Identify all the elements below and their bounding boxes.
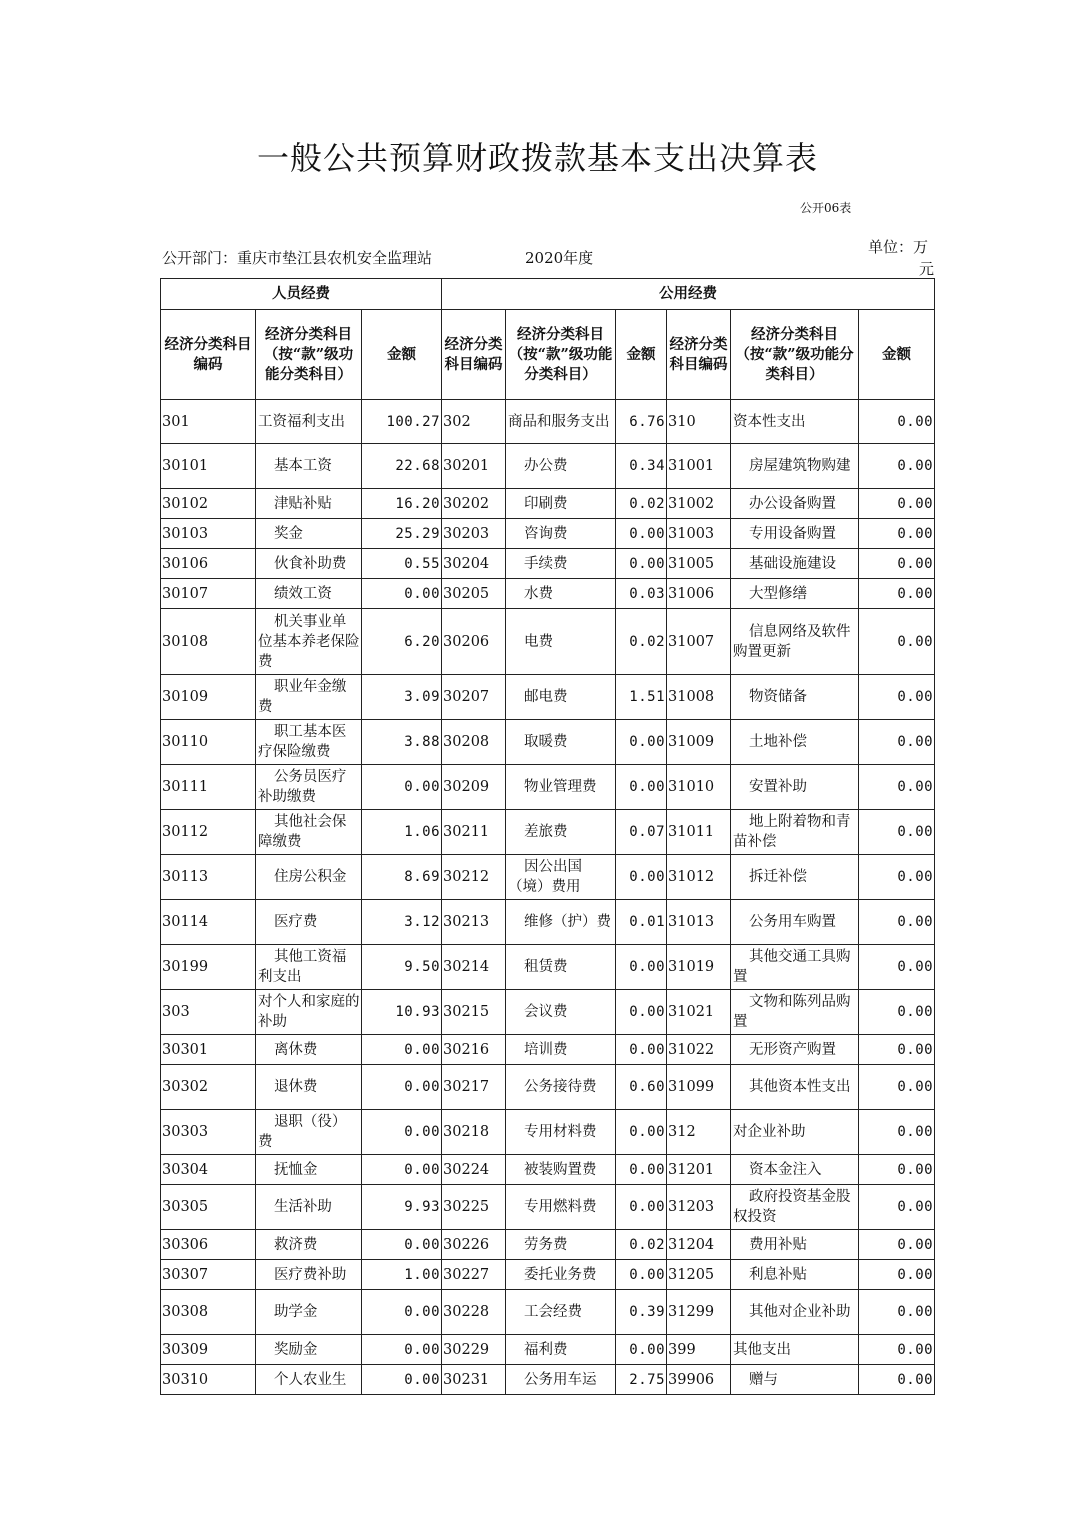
code-cell: 30227	[442, 1260, 506, 1290]
name-cell: 奖励金	[256, 1335, 362, 1365]
amount-cell: 0.00	[616, 1260, 667, 1290]
amount-cell: 0.00	[859, 609, 935, 675]
name-cell: 办公费	[506, 444, 616, 489]
amount-cell: 0.00	[362, 1230, 442, 1260]
code-cell: 30301	[161, 1035, 256, 1065]
amount-cell: 0.00	[616, 1185, 667, 1230]
amount-cell: 3.12	[362, 900, 442, 945]
name-cell: 因公出国（境）费用	[506, 855, 616, 900]
amount-cell: 0.01	[616, 900, 667, 945]
code-cell: 31002	[667, 489, 731, 519]
name-cell: 其他对企业补助	[731, 1290, 859, 1335]
name-cell: 津贴补贴	[256, 489, 362, 519]
amount-cell: 0.00	[859, 945, 935, 990]
amount-cell: 0.34	[616, 444, 667, 489]
amount-cell: 6.76	[616, 400, 667, 444]
amount-cell: 0.55	[362, 549, 442, 579]
code-cell: 30303	[161, 1110, 256, 1155]
name-cell: 绩效工资	[256, 579, 362, 609]
code-cell: 30202	[442, 489, 506, 519]
code-cell: 30218	[442, 1110, 506, 1155]
header-code-1: 经济分类科目编码	[161, 310, 256, 400]
code-cell: 31019	[667, 945, 731, 990]
code-cell: 31011	[667, 810, 731, 855]
name-cell: 伙食补助费	[256, 549, 362, 579]
amount-cell: 0.00	[616, 990, 667, 1035]
name-cell: 商品和服务支出	[506, 400, 616, 444]
name-cell: 机关事业单位基本养老保险费	[256, 609, 362, 675]
amount-cell: 0.60	[616, 1065, 667, 1110]
name-cell: 对个人和家庭的补助	[256, 990, 362, 1035]
table-row	[161, 1365, 935, 1395]
name-cell: 物资储备	[731, 675, 859, 720]
name-cell: 其他资本性支出	[731, 1065, 859, 1110]
amount-cell: 0.00	[859, 444, 935, 489]
name-cell: 无形资产购置	[731, 1035, 859, 1065]
name-cell: 公务员医疗补助缴费	[256, 765, 362, 810]
code-cell: 30106	[161, 549, 256, 579]
name-cell: 职业年金缴费	[256, 675, 362, 720]
name-cell: 费用补贴	[731, 1230, 859, 1260]
header-code-3: 经济分类科目编码	[667, 310, 731, 400]
table-row	[161, 855, 935, 900]
amount-cell: 0.00	[616, 945, 667, 990]
code-cell: 30212	[442, 855, 506, 900]
table-row	[161, 945, 935, 990]
name-cell: 劳务费	[506, 1230, 616, 1260]
page-title: 一般公共预算财政拨款基本支出决算表	[256, 139, 818, 177]
header-amount-2: 金额	[616, 310, 667, 400]
code-cell: 30204	[442, 549, 506, 579]
name-cell: 工会经费	[506, 1290, 616, 1335]
amount-cell: 0.00	[859, 1110, 935, 1155]
code-cell: 31001	[667, 444, 731, 489]
code-cell: 30213	[442, 900, 506, 945]
code-cell: 30214	[442, 945, 506, 990]
table-row	[161, 1110, 935, 1155]
unit-line-1: 单位：万	[868, 238, 929, 256]
name-cell: 退职（役）费	[256, 1110, 362, 1155]
name-cell: 电费	[506, 609, 616, 675]
code-cell: 31099	[667, 1065, 731, 1110]
code-cell: 31010	[667, 765, 731, 810]
amount-cell: 0.00	[859, 549, 935, 579]
name-cell: 文物和陈列品购置	[731, 990, 859, 1035]
amount-cell: 0.00	[859, 1335, 935, 1365]
amount-cell: 10.93	[362, 990, 442, 1035]
code-cell: 30307	[161, 1260, 256, 1290]
code-cell: 31012	[667, 855, 731, 900]
amount-cell: 0.00	[362, 1155, 442, 1185]
amount-cell: 100.27	[362, 400, 442, 444]
name-cell: 安置补助	[731, 765, 859, 810]
amount-cell: 0.00	[859, 1365, 935, 1395]
name-cell: 利息补贴	[731, 1260, 859, 1290]
code-cell: 31005	[667, 549, 731, 579]
code-cell: 39906	[667, 1365, 731, 1395]
amount-cell: 0.00	[362, 1065, 442, 1110]
table-row	[161, 489, 935, 519]
amount-cell: 0.00	[362, 1035, 442, 1065]
code-cell: 30211	[442, 810, 506, 855]
table-row	[161, 1335, 935, 1365]
code-cell: 31013	[667, 900, 731, 945]
name-cell: 退休费	[256, 1065, 362, 1110]
amount-cell: 0.00	[616, 1155, 667, 1185]
code-cell: 30101	[161, 444, 256, 489]
amount-cell: 0.00	[362, 1365, 442, 1395]
code-cell: 30112	[161, 810, 256, 855]
name-cell: 房屋建筑物购建	[731, 444, 859, 489]
name-cell: 抚恤金	[256, 1155, 362, 1185]
code-cell: 30102	[161, 489, 256, 519]
table-row	[161, 549, 935, 579]
amount-cell: 0.00	[859, 1260, 935, 1290]
amount-cell: 0.02	[616, 489, 667, 519]
code-cell: 30114	[161, 900, 256, 945]
code-cell: 30205	[442, 579, 506, 609]
amount-cell: 2.75	[616, 1365, 667, 1395]
amount-cell: 0.00	[616, 519, 667, 549]
table-row	[161, 1230, 935, 1260]
amount-cell: 1.00	[362, 1260, 442, 1290]
name-cell: 培训费	[506, 1035, 616, 1065]
code-cell: 30113	[161, 855, 256, 900]
amount-cell: 9.93	[362, 1185, 442, 1230]
amount-cell: 16.20	[362, 489, 442, 519]
name-cell: 生活补助	[256, 1185, 362, 1230]
table-row	[161, 1035, 935, 1065]
name-cell: 基本工资	[256, 444, 362, 489]
name-cell: 拆迁补偿	[731, 855, 859, 900]
name-cell: 办公设备购置	[731, 489, 859, 519]
name-cell: 维修（护）费	[506, 900, 616, 945]
amount-cell: 0.00	[616, 1335, 667, 1365]
code-cell: 30216	[442, 1035, 506, 1065]
name-cell: 专用材料费	[506, 1110, 616, 1155]
code-cell: 31022	[667, 1035, 731, 1065]
name-cell: 基础设施建设	[731, 549, 859, 579]
name-cell: 对企业补助	[731, 1110, 859, 1155]
amount-cell: 0.00	[362, 1335, 442, 1365]
amount-cell: 3.88	[362, 720, 442, 765]
department-label: 公开部门：重庆市垫江县农机安全监理站	[162, 249, 433, 267]
amount-cell: 0.00	[859, 855, 935, 900]
table-row	[161, 990, 935, 1035]
table-row	[161, 444, 935, 489]
amount-cell: 0.00	[859, 400, 935, 444]
name-cell: 工资福利支出	[256, 400, 362, 444]
amount-cell: 0.00	[859, 1065, 935, 1110]
table-row	[161, 400, 935, 444]
table-body	[161, 400, 935, 1395]
code-cell: 30304	[161, 1155, 256, 1185]
table-row	[161, 1260, 935, 1290]
name-cell: 地上附着物和青苗补偿	[731, 810, 859, 855]
name-cell: 个人农业生	[256, 1365, 362, 1395]
name-cell: 其他支出	[731, 1335, 859, 1365]
code-cell: 30231	[442, 1365, 506, 1395]
amount-cell: 0.00	[859, 900, 935, 945]
code-cell: 30302	[161, 1065, 256, 1110]
code-cell: 31003	[667, 519, 731, 549]
code-cell: 30229	[442, 1335, 506, 1365]
amount-cell: 1.51	[616, 675, 667, 720]
code-cell: 303	[161, 990, 256, 1035]
group-header-public: 公用经费	[442, 279, 935, 310]
amount-cell: 0.00	[362, 1110, 442, 1155]
name-cell: 专用设备购置	[731, 519, 859, 549]
amount-cell: 0.00	[859, 1155, 935, 1185]
amount-cell: 0.00	[859, 720, 935, 765]
name-cell: 手续费	[506, 549, 616, 579]
table-row	[161, 609, 935, 675]
amount-cell: 0.39	[616, 1290, 667, 1335]
name-cell: 租赁费	[506, 945, 616, 990]
table-row	[161, 900, 935, 945]
code-cell: 31009	[667, 720, 731, 765]
code-cell: 30226	[442, 1230, 506, 1260]
code-cell: 30108	[161, 609, 256, 675]
header-name-3: 经济分类科目（按“款”级功能分类科目）	[731, 310, 859, 400]
code-cell: 30306	[161, 1230, 256, 1260]
code-cell: 31006	[667, 579, 731, 609]
table-row	[161, 1155, 935, 1185]
amount-cell: 0.07	[616, 810, 667, 855]
group-header-personnel: 人员经费	[161, 279, 442, 310]
amount-cell: 0.00	[859, 675, 935, 720]
code-cell: 30201	[442, 444, 506, 489]
name-cell: 公务用车运	[506, 1365, 616, 1395]
amount-cell: 25.29	[362, 519, 442, 549]
table-row	[161, 1290, 935, 1335]
name-cell: 公务接待费	[506, 1065, 616, 1110]
name-cell: 其他社会保障缴费	[256, 810, 362, 855]
amount-cell: 0.00	[859, 519, 935, 549]
amount-cell: 0.00	[859, 1230, 935, 1260]
table-row	[161, 765, 935, 810]
fiscal-year: 2020年度	[525, 249, 594, 267]
name-cell: 赠与	[731, 1365, 859, 1395]
code-cell: 302	[442, 400, 506, 444]
code-cell: 30103	[161, 519, 256, 549]
code-cell: 30109	[161, 675, 256, 720]
name-cell: 其他交通工具购置	[731, 945, 859, 990]
name-cell: 救济费	[256, 1230, 362, 1260]
amount-cell: 8.69	[362, 855, 442, 900]
header-name-2: 经济分类科目（按“款”级功能分类科目）	[506, 310, 616, 400]
amount-cell: 0.00	[362, 579, 442, 609]
code-cell: 399	[667, 1335, 731, 1365]
amount-cell: 6.20	[362, 609, 442, 675]
code-cell: 30209	[442, 765, 506, 810]
table-row	[161, 720, 935, 765]
unit-label	[868, 236, 934, 280]
amount-cell: 0.00	[859, 765, 935, 810]
amount-cell: 0.00	[616, 720, 667, 765]
code-cell: 31205	[667, 1260, 731, 1290]
code-cell: 30309	[161, 1335, 256, 1365]
name-cell: 土地补偿	[731, 720, 859, 765]
code-cell: 30215	[442, 990, 506, 1035]
code-cell: 30308	[161, 1290, 256, 1335]
name-cell: 其他工资福利支出	[256, 945, 362, 990]
table-row	[161, 675, 935, 720]
name-cell: 公务用车购置	[731, 900, 859, 945]
name-cell: 物业管理费	[506, 765, 616, 810]
name-cell: 资本金注入	[731, 1155, 859, 1185]
amount-cell: 0.00	[616, 1035, 667, 1065]
amount-cell: 0.00	[616, 549, 667, 579]
form-number: 公开06表	[800, 201, 852, 215]
name-cell: 邮电费	[506, 675, 616, 720]
code-cell: 30203	[442, 519, 506, 549]
code-cell: 310	[667, 400, 731, 444]
table-row	[161, 810, 935, 855]
name-cell: 委托业务费	[506, 1260, 616, 1290]
header-amount-3: 金额	[859, 310, 935, 400]
column-header-row	[161, 310, 935, 400]
code-cell: 30110	[161, 720, 256, 765]
code-cell: 31021	[667, 990, 731, 1035]
name-cell: 大型修缮	[731, 579, 859, 609]
amount-cell: 0.00	[859, 1035, 935, 1065]
amount-cell: 0.00	[362, 1290, 442, 1335]
code-cell: 301	[161, 400, 256, 444]
amount-cell: 0.03	[616, 579, 667, 609]
table-row	[161, 579, 935, 609]
name-cell: 信息网络及软件购置更新	[731, 609, 859, 675]
name-cell: 差旅费	[506, 810, 616, 855]
amount-cell: 0.00	[616, 765, 667, 810]
code-cell: 30224	[442, 1155, 506, 1185]
name-cell: 印刷费	[506, 489, 616, 519]
code-cell: 30225	[442, 1185, 506, 1230]
code-cell: 30310	[161, 1365, 256, 1395]
amount-cell: 0.00	[859, 579, 935, 609]
code-cell: 30305	[161, 1185, 256, 1230]
amount-cell: 0.02	[616, 609, 667, 675]
table-row	[161, 1185, 935, 1230]
amount-cell: 0.00	[616, 1110, 667, 1155]
amount-cell: 0.00	[859, 990, 935, 1035]
name-cell: 资本性支出	[731, 400, 859, 444]
unit-line-2: 元	[918, 260, 934, 278]
code-cell: 30111	[161, 765, 256, 810]
amount-cell: 0.00	[859, 489, 935, 519]
name-cell: 取暖费	[506, 720, 616, 765]
table-row	[161, 519, 935, 549]
code-cell: 31008	[667, 675, 731, 720]
name-cell: 会议费	[506, 990, 616, 1035]
header-amount-1: 金额	[362, 310, 442, 400]
group-header-row	[161, 279, 935, 310]
code-cell: 30217	[442, 1065, 506, 1110]
amount-cell: 0.00	[859, 810, 935, 855]
code-cell: 312	[667, 1110, 731, 1155]
code-cell: 30208	[442, 720, 506, 765]
name-cell: 专用燃料费	[506, 1185, 616, 1230]
table-row	[161, 1065, 935, 1110]
amount-cell: 1.06	[362, 810, 442, 855]
expenditure-table	[160, 278, 935, 1395]
code-cell: 31299	[667, 1290, 731, 1335]
header-code-2: 经济分类科目编码	[442, 310, 506, 400]
name-cell: 被装购置费	[506, 1155, 616, 1185]
code-cell: 31203	[667, 1185, 731, 1230]
amount-cell: 3.09	[362, 675, 442, 720]
name-cell: 职工基本医疗保险缴费	[256, 720, 362, 765]
code-cell: 31007	[667, 609, 731, 675]
code-cell: 30228	[442, 1290, 506, 1335]
amount-cell: 0.00	[616, 855, 667, 900]
code-cell: 31204	[667, 1230, 731, 1260]
code-cell: 31201	[667, 1155, 731, 1185]
code-cell: 30107	[161, 579, 256, 609]
code-cell: 30207	[442, 675, 506, 720]
header-name-1: 经济分类科目（按“款”级功能分类科目）	[256, 310, 362, 400]
amount-cell: 9.50	[362, 945, 442, 990]
code-cell: 30199	[161, 945, 256, 990]
name-cell: 福利费	[506, 1335, 616, 1365]
name-cell: 医疗费	[256, 900, 362, 945]
name-cell: 奖金	[256, 519, 362, 549]
code-cell: 30206	[442, 609, 506, 675]
name-cell: 政府投资基金股权投资	[731, 1185, 859, 1230]
name-cell: 医疗费补助	[256, 1260, 362, 1290]
amount-cell: 22.68	[362, 444, 442, 489]
name-cell: 助学金	[256, 1290, 362, 1335]
name-cell: 咨询费	[506, 519, 616, 549]
name-cell: 住房公积金	[256, 855, 362, 900]
amount-cell: 0.00	[859, 1290, 935, 1335]
name-cell: 离休费	[256, 1035, 362, 1065]
amount-cell: 0.00	[859, 1185, 935, 1230]
amount-cell: 0.00	[362, 765, 442, 810]
name-cell: 水费	[506, 579, 616, 609]
amount-cell: 0.02	[616, 1230, 667, 1260]
